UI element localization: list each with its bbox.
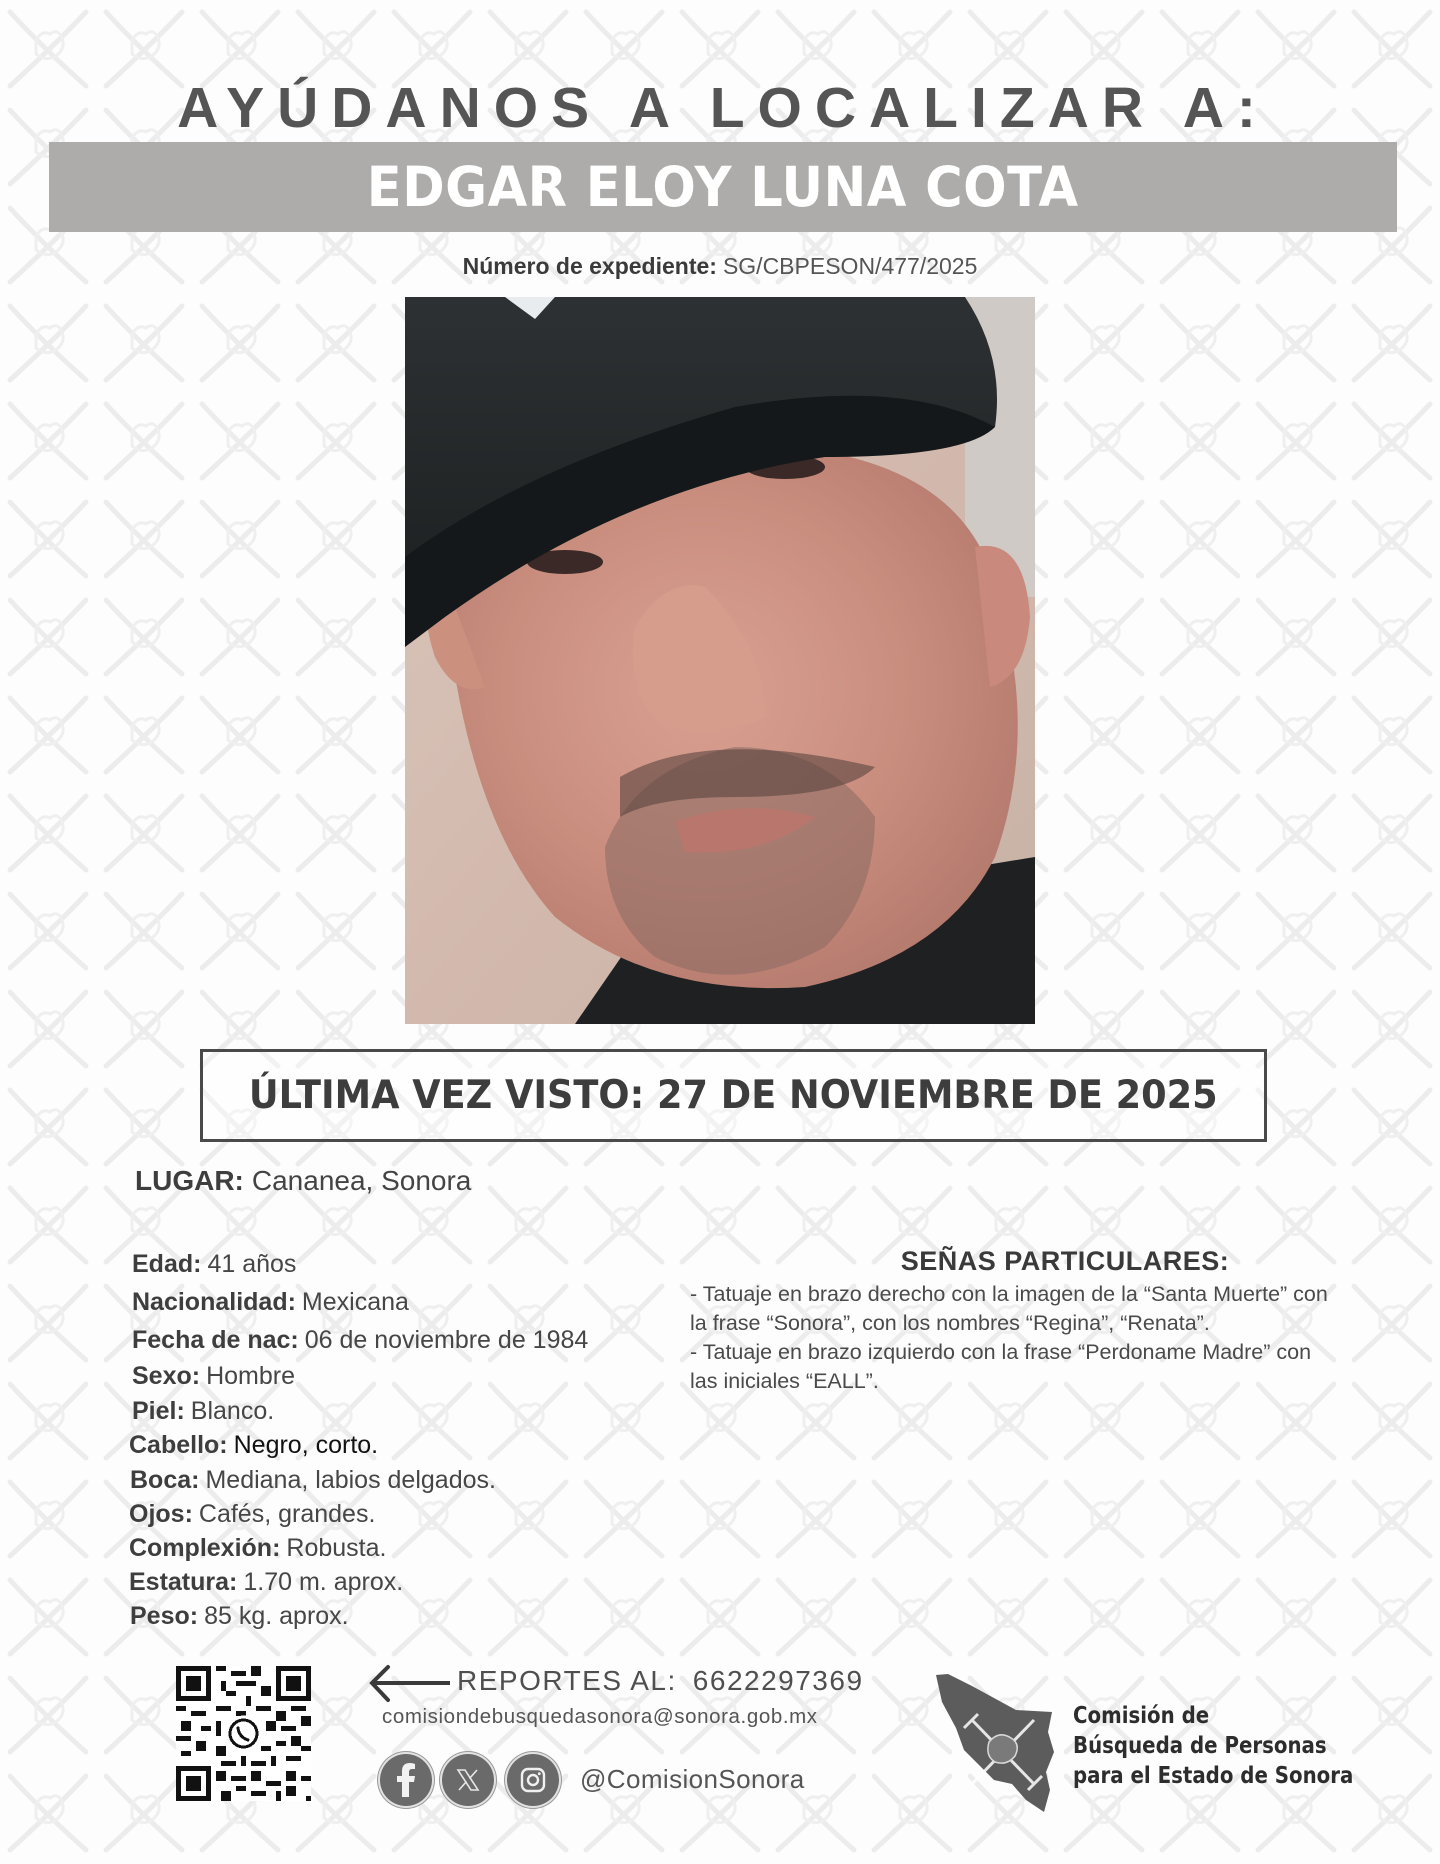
distinguishing-marks: [690, 1244, 1410, 1396]
detail-label: Edad:: [132, 1250, 202, 1278]
detail-value: Mexicana: [301, 1288, 409, 1316]
detail-value: Robusta.: [286, 1534, 387, 1562]
person-name: EDGAR ELOY LUNA COTA: [367, 155, 1079, 219]
detail-value: Negro, corto.: [233, 1431, 379, 1459]
detail-label: Nacionalidad:: [132, 1288, 296, 1316]
detail-row-weight: [130, 1599, 672, 1633]
detail-label: Sexo:: [132, 1362, 201, 1390]
organization-line-3: para el Estado de Sonora: [1073, 1763, 1354, 1789]
detail-value: Blanco.: [190, 1397, 275, 1425]
detail-label: Cabello:: [129, 1431, 228, 1459]
organization-name: [1073, 1701, 1373, 1791]
detail-label: Estatura:: [129, 1568, 238, 1596]
whatsapp-qr-code[interactable]: [176, 1665, 311, 1802]
last-seen-text: ÚLTIMA VEZ VISTO: 27 DE NOVIEMBRE DE 2025: [249, 1073, 1218, 1118]
physical-details-list: [129, 1246, 672, 1633]
detail-label: Boca:: [130, 1466, 200, 1494]
location-label: LUGAR:: [135, 1165, 244, 1196]
detail-value: Mediana, labios delgados.: [205, 1466, 496, 1494]
reports-label: REPORTES AL:: [457, 1665, 677, 1696]
reports-line: [457, 1664, 864, 1698]
detail-value: 85 kg. aprox.: [204, 1602, 349, 1630]
sonora-commission-logo-icon: [934, 1672, 1054, 1814]
detail-row-sex: [132, 1359, 672, 1394]
detail-row-nationality: [132, 1283, 672, 1321]
detail-row-build: [129, 1531, 672, 1565]
facebook-icon[interactable]: [380, 1754, 432, 1806]
location-row: [135, 1163, 471, 1199]
organization-line-2: Búsqueda de Personas: [1073, 1733, 1327, 1759]
detail-label: Complexión:: [129, 1534, 281, 1562]
location-value: Cananea, Sonora: [251, 1165, 472, 1196]
detail-label: Piel:: [132, 1397, 185, 1425]
detail-value: 41 años: [207, 1250, 297, 1278]
detail-label: Peso:: [130, 1602, 199, 1630]
organization-line-1: Comisión de: [1073, 1703, 1210, 1729]
distinguishing-marks-line: - Tatuaje en brazo derecho con la imagen de la “Santa Muerte” con: [690, 1282, 1328, 1306]
detail-row-age: [132, 1246, 672, 1283]
detail-row-mouth: [130, 1463, 672, 1497]
detail-value: 06 de noviembre de 1984: [304, 1326, 589, 1354]
case-number-row: [0, 252, 1440, 280]
detail-row-hair: [129, 1428, 672, 1463]
detail-row-skin: [132, 1394, 672, 1428]
x-twitter-icon[interactable]: [442, 1754, 494, 1806]
detail-row-height: [129, 1565, 672, 1599]
arrow-left-icon: [368, 1664, 452, 1704]
detail-value: Cafés, grandes.: [198, 1500, 376, 1528]
last-seen-box: [200, 1049, 1267, 1142]
missing-person-photo: [405, 297, 1035, 1024]
email-link[interactable]: comisiondebusquedasonora@sonora.gob.mx: [382, 1705, 818, 1728]
reports-phone-link[interactable]: 6622297369: [692, 1665, 864, 1696]
distinguishing-marks-line: las iniciales “EALL”.: [690, 1369, 879, 1393]
detail-value: Hombre: [206, 1362, 296, 1390]
distinguishing-marks-line: - Tatuaje en brazo izquierdo con la frase “Perdoname Madre” con: [690, 1340, 1312, 1364]
social-handle-link[interactable]: @ComisionSonora: [580, 1764, 805, 1794]
person-name-banner: [49, 142, 1397, 232]
instagram-icon[interactable]: [507, 1754, 559, 1806]
detail-label: Ojos:: [129, 1500, 193, 1528]
detail-label: Fecha de nac:: [132, 1326, 299, 1354]
distinguishing-marks-heading: SEÑAS PARTICULARES:: [900, 1246, 1230, 1276]
detail-row-eyes: [129, 1497, 672, 1531]
detail-row-birthdate: [132, 1321, 672, 1359]
page-title: AYÚDANOS A LOCALIZAR A:: [177, 76, 1269, 140]
case-number-label: Número de expediente:: [462, 253, 717, 279]
case-number-value: SG/CBPESON/477/2025: [722, 253, 978, 279]
detail-value: 1.70 m. aprox.: [243, 1568, 404, 1596]
distinguishing-marks-line: la frase “Sonora”, con los nombres “Regina”, “Renata”.: [690, 1311, 1210, 1335]
